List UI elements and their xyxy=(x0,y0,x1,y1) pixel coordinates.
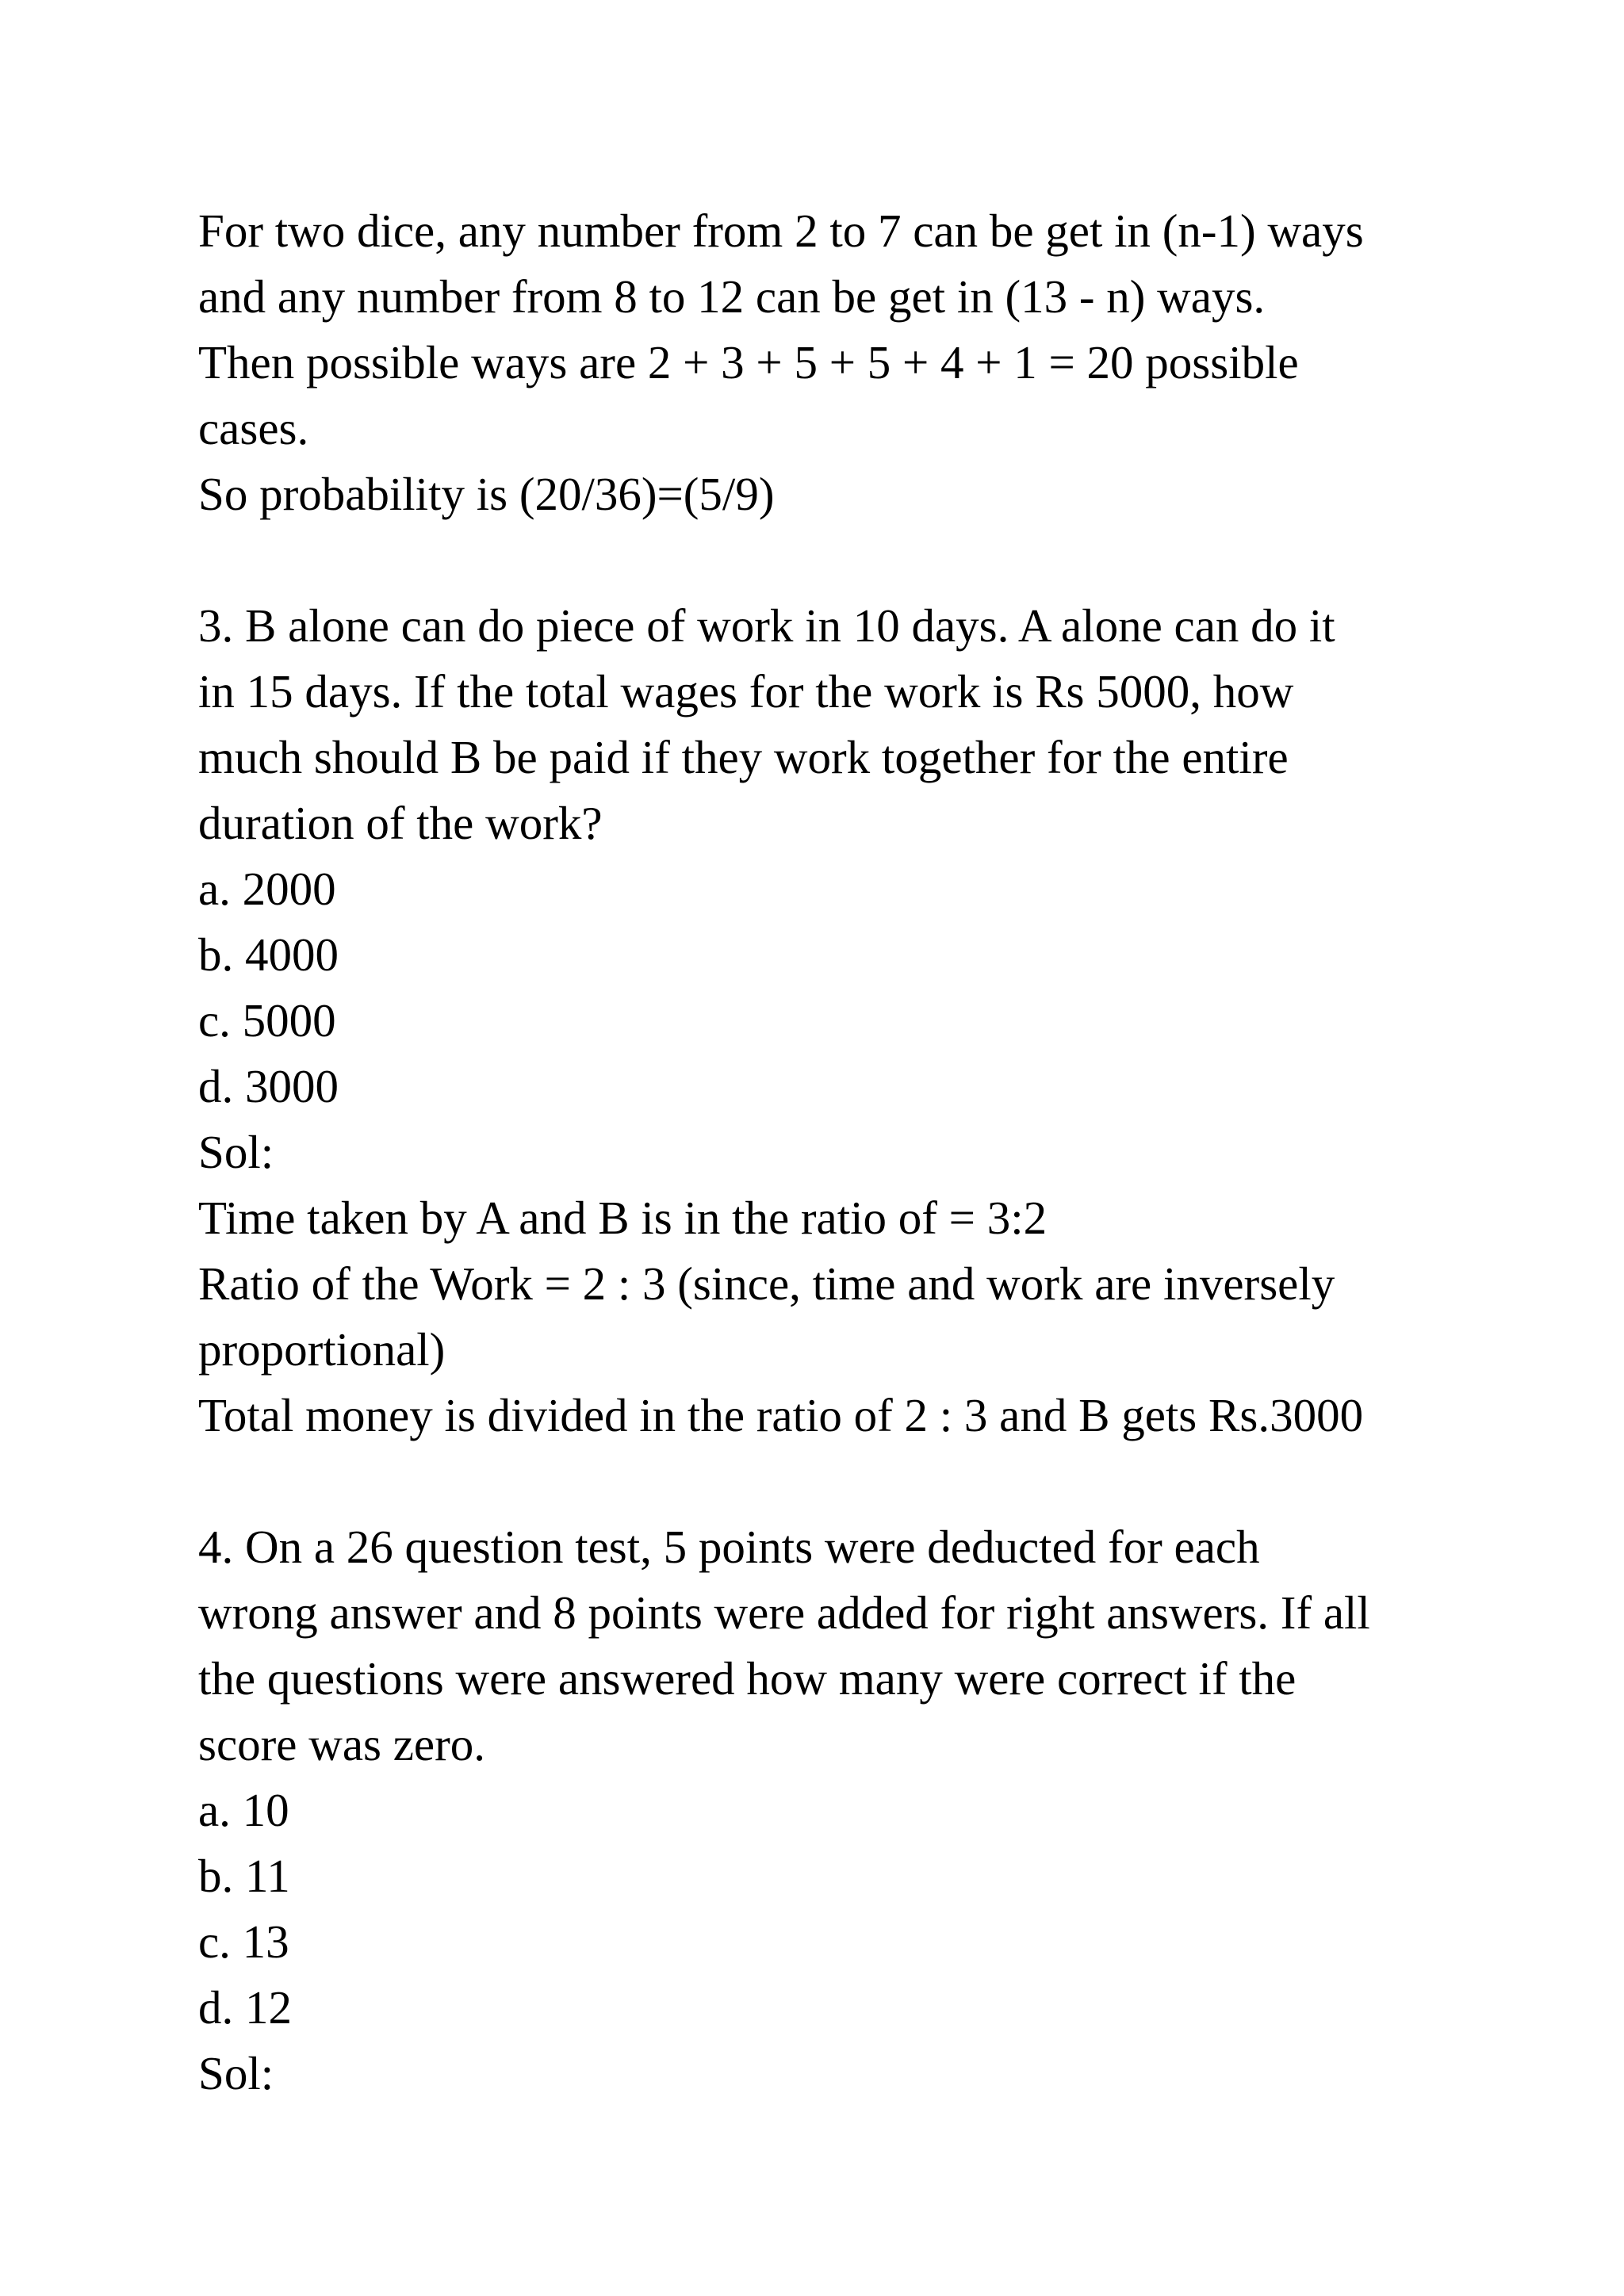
question-3 xyxy=(198,593,1467,1448)
question-text-line: 4. On a 26 question test, 5 points were deducted for each xyxy=(198,1521,1260,1573)
option-c: c. 13 xyxy=(198,1915,289,1968)
option-b: b. 11 xyxy=(198,1850,290,1902)
solution-line: proportional) xyxy=(198,1323,446,1376)
solution-label: Sol: xyxy=(198,2047,274,2099)
solution-line: Time taken by A and B is in the ratio of = 3:2 xyxy=(198,1192,1048,1244)
text-line: Then possible ways are 2 + 3 + 5 + 5 + 4 + 1 = 20 possible xyxy=(198,336,1299,388)
question-text-line: duration of the work? xyxy=(198,797,603,849)
option-b: b. 4000 xyxy=(198,928,339,981)
text-line: For two dice, any number from 2 to 7 can be get in (n-1) ways xyxy=(198,205,1364,257)
dice-solution-block xyxy=(198,198,1467,527)
paragraph-gap xyxy=(198,527,1467,593)
question-4 xyxy=(198,1514,1467,2107)
document-page xyxy=(198,198,1467,2107)
solution-line: Total money is divided in the ratio of 2 : 3 and B gets Rs.3000 xyxy=(198,1389,1364,1441)
question-text-line: in 15 days. If the total wages for the work is Rs 5000, how xyxy=(198,665,1294,718)
option-d: d. 3000 xyxy=(198,1060,339,1112)
question-text-line: the questions were answered how many were correct if the xyxy=(198,1652,1297,1705)
text-line: cases. xyxy=(198,402,309,454)
option-a: a. 2000 xyxy=(198,863,336,915)
option-d: d. 12 xyxy=(198,1981,292,2034)
paragraph-gap xyxy=(198,1448,1467,1514)
solution-label: Sol: xyxy=(198,1126,274,1178)
text-line: and any number from 8 to 12 can be get in (13 - n) ways. xyxy=(198,270,1266,323)
question-text-line: wrong answer and 8 points were added for right answers. If all xyxy=(198,1586,1370,1639)
question-text-line: 3. B alone can do piece of work in 10 days. A alone can do it xyxy=(198,599,1335,652)
text-line: So probability is (20/36)=(5/9) xyxy=(198,468,775,520)
option-a: a. 10 xyxy=(198,1784,289,1836)
option-c: c. 5000 xyxy=(198,994,336,1047)
solution-line: Ratio of the Work = 2 : 3 (since, time and work are inversely xyxy=(198,1257,1335,1310)
question-text-line: much should B be paid if they work together for the entire xyxy=(198,731,1289,783)
question-text-line: score was zero. xyxy=(198,1718,486,1770)
